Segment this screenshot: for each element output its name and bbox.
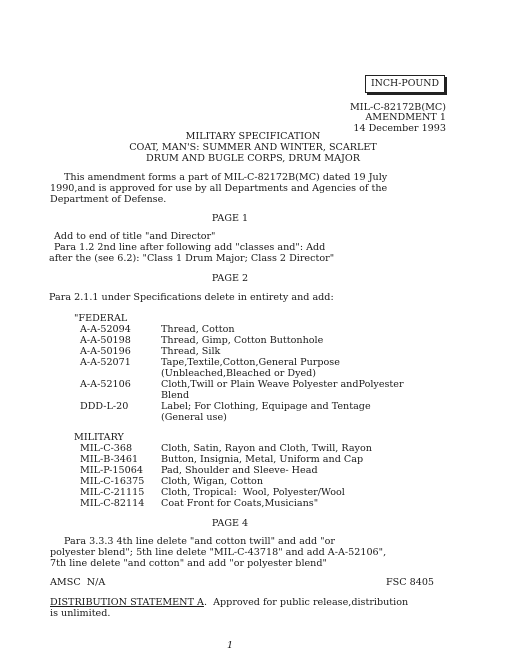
page-number: 1 [227, 640, 234, 651]
federal-code: A-A-50198 [80, 335, 131, 346]
military-code: MIL-P-15064 [80, 465, 143, 476]
distribution-label: DISTRIBUTION STATEMENT A [50, 597, 204, 608]
federal-desc: (General use) [161, 412, 227, 423]
military-desc: Button, Insignia, Metal, Uniform and Cap [161, 454, 364, 465]
page4-line-2: polyester blend"; 5th line delete "MIL-C-43718" and add A-A-52106", [50, 547, 387, 558]
federal-desc: Thread, Cotton [161, 324, 235, 335]
military-desc: Coat Front for Coats,Musicians" [161, 498, 319, 509]
military-desc: Pad, Shoulder and Sleeve- Head [161, 465, 318, 476]
military-code: MIL-C-82114 [80, 498, 145, 509]
federal-desc: Cloth,Twill or Plain Weave Polyester andPolyester [161, 379, 404, 390]
page1-line-2: Para 1.2 2nd line after following add "classes and": Add [54, 242, 326, 253]
page2-heading: PAGE 2 [211, 273, 249, 284]
federal-desc: Label; For Clothing, Equipage and Tentage [161, 401, 371, 412]
title-line-1: MILITARY SPECIFICATION [185, 131, 321, 142]
federal-code: A-A-50196 [80, 346, 131, 357]
fsc-code: FSC 8405 [386, 577, 435, 588]
federal-code: A-A-52094 [80, 324, 131, 335]
distribution-text: . Approved for public release,distribution [203, 597, 409, 608]
federal-desc: (Unbleached,Bleached or Dyed) [161, 368, 317, 379]
federal-desc: Tape,Textile,Cotton,General Purpose [161, 357, 340, 368]
distribution-statement [50, 597, 408, 608]
military-code: MIL-C-368 [80, 443, 133, 454]
distribution-text-2: is unlimited. [50, 608, 111, 619]
military-code: MIL-C-21115 [80, 487, 145, 498]
title-line-3: DRUM AND BUGLE CORPS, DRUM MAJOR [146, 153, 360, 164]
federal-code: A-A-52106 [80, 379, 131, 390]
amsc-code: AMSC N/A [50, 577, 106, 588]
military-desc: Cloth, Tropical: Wool, Polyester/Wool [161, 487, 345, 498]
inch-pound-stamp: INCH-POUND [365, 75, 445, 93]
page1-line-3: after the (see 6.2): "Class 1 Drum Major; Class 2 Director" [49, 253, 335, 264]
federal-label: "FEDERAL [74, 313, 128, 324]
intro-line-2: 1990,and is approved for use by all Departments and Agencies of the [50, 183, 388, 194]
page2-intro: Para 2.1.1 under Specifications delete in entirety and add: [49, 292, 334, 303]
page1-line-1: Add to end of title "and Director" [54, 231, 216, 242]
document-id: MIL-C-82172B(MC) [349, 102, 446, 113]
military-label: MILITARY [74, 432, 124, 443]
federal-desc: Blend [161, 390, 190, 401]
military-code: MIL-B-3461 [80, 454, 139, 465]
military-desc: Cloth, Wigan, Cotton [161, 476, 263, 487]
federal-code: A-A-52071 [80, 357, 131, 368]
amendment-date: 14 December 1993 [353, 123, 446, 134]
page4-heading: PAGE 4 [211, 518, 249, 529]
amendment-number: AMENDMENT 1 [365, 112, 446, 123]
intro-line-3: Department of Defense. [50, 194, 167, 205]
title-line-2: COAT, MAN'S: SUMMER AND WINTER, SCARLET [129, 142, 377, 153]
federal-desc: Thread, Silk [161, 346, 221, 357]
intro-line-1: This amendment forms a part of MIL-C-82172B(MC) dated 19 July [64, 172, 388, 183]
military-desc: Cloth, Satin, Rayon and Cloth, Twill, Rayon [161, 443, 372, 454]
page4-line-3: 7th line delete "and cotton" and add "or polyester blend" [50, 558, 327, 569]
page1-heading: PAGE 1 [211, 213, 249, 224]
page4-line-1: Para 3.3.3 4th line delete "and cotton twill" and add "or [64, 536, 335, 547]
military-code: MIL-C-16375 [80, 476, 145, 487]
federal-desc: Thread, Gimp, Cotton Buttonhole [161, 335, 324, 346]
federal-code: DDD-L-20 [80, 401, 129, 412]
